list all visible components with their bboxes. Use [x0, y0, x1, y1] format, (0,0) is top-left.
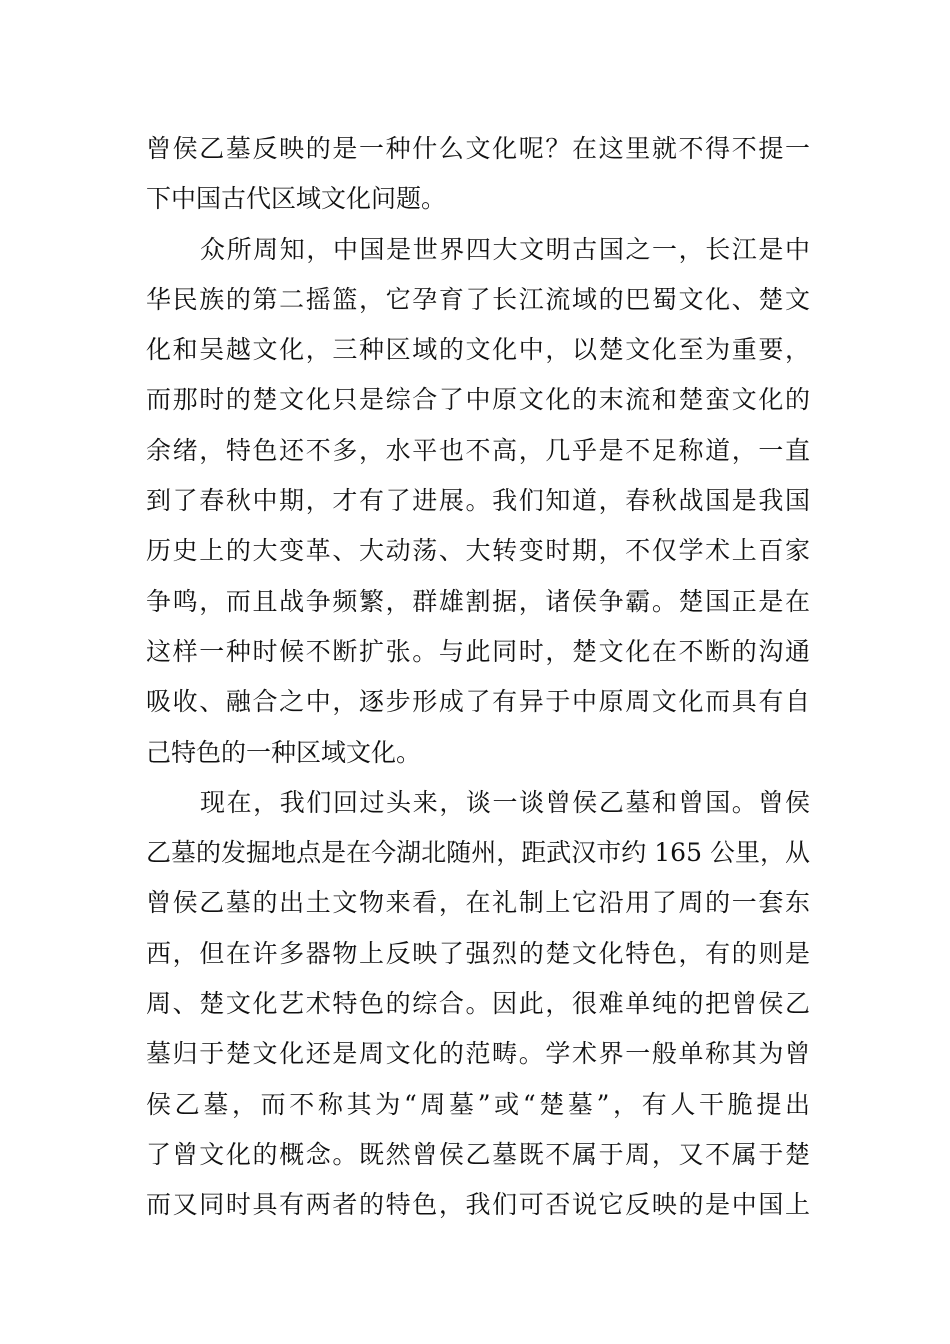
text-line: 而那时的楚文化只是综合了中原文化的末流和楚蛮文化的: [146, 385, 810, 415]
text-line: 侯乙墓，而不称其为“周墓”或“楚墓”，有人干脆提出: [146, 1089, 810, 1119]
text-line: 这样一种时候不断扩张。与此同时，楚文化在不断的沟通: [146, 636, 810, 666]
text-line: 华民族的第二摇篮，它孕育了长江流域的巴蜀文化、楚文: [146, 284, 810, 314]
body-text: [146, 124, 810, 1231]
text-line: 争鸣，而且战争频繁，群雄割据，诸侯争霸。楚国正是在: [146, 586, 810, 616]
text-line: 化和吴越文化，三种区域的文化中，以楚文化至为重要，: [146, 335, 810, 365]
text-line: 而又同时具有两者的特色，我们可否说它反映的是中国上: [146, 1190, 810, 1220]
text-line: 己特色的一种区域文化。: [146, 737, 422, 767]
text-line: 余绪，特色还不多，水平也不高，几乎是不足称道，一直: [146, 435, 810, 465]
text-line: 现在，我们回过头来，谈一谈曾侯乙墓和曾国。曾侯: [200, 787, 810, 817]
text-line: 曾侯乙墓的出土文物来看，在礼制上它沿用了周的一套东: [146, 888, 810, 918]
text-line: 下中国古代区域文化问题。: [146, 184, 447, 214]
text-line: 乙墓的发掘地点是在今湖北随州，距武汉市约 165 公里，从: [146, 838, 810, 868]
text-line: 墓归于楚文化还是周文化的范畴。学术界一般单称其为曾: [146, 1039, 810, 1069]
text-line: 历史上的大变革、大动荡、大转变时期，不仅学术上百家: [146, 536, 810, 566]
text-line: 吸收、融合之中，逐步形成了有异于中原周文化而具有自: [146, 687, 810, 717]
text-line: 众所周知，中国是世界四大文明古国之一，长江是中: [200, 234, 810, 264]
text-line: 西，但在许多器物上反映了强烈的楚文化特色，有的则是: [146, 938, 810, 968]
text-line: 到了春秋中期，才有了进展。我们知道，春秋战国是我国: [146, 486, 810, 516]
text-line: 了曾文化的概念。既然曾侯乙墓既不属于周，又不属于楚: [146, 1139, 810, 1169]
text-line: 曾侯乙墓反映的是一种什么文化呢？在这里就不得不提一: [146, 134, 810, 163]
text-line: 周、楚文化艺术特色的综合。因此，很难单纯的把曾侯乙: [146, 989, 810, 1019]
